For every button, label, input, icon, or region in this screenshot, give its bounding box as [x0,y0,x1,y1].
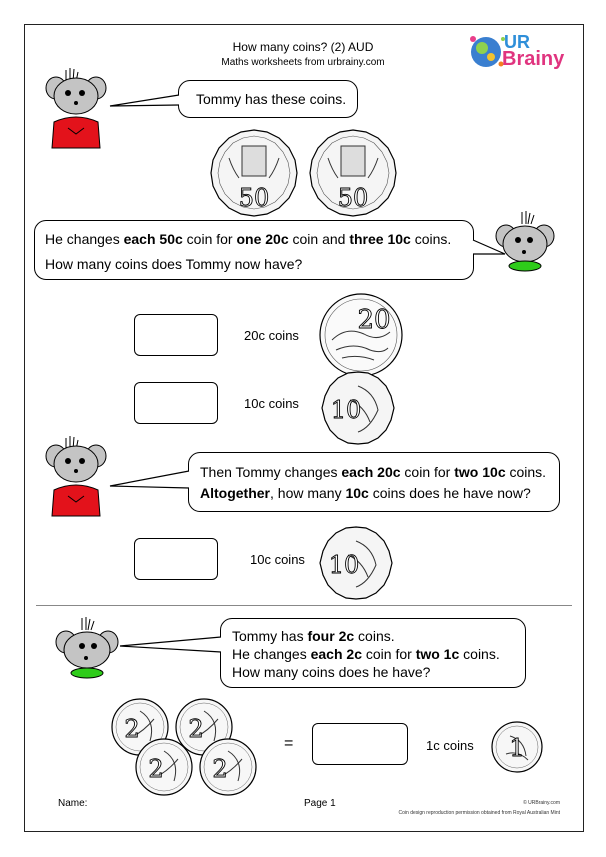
name-label: Name: [58,798,88,809]
question-3-line-3: How many coins does he have? [232,664,431,680]
copyright-text: © URBrainy.com [523,800,560,806]
bubble-tail-question-3 [120,636,222,656]
tommy-mouse-green-1 [494,210,556,276]
coin-credit-text: Coin design reproduction permission obtained from Royal Australian Mint [398,810,560,816]
label-10c-coins-total: 10c coins [250,552,305,567]
page-number: Page 1 [304,798,336,809]
answer-box-1c[interactable] [312,723,408,765]
coin-1 [490,720,544,779]
page-title: How many coins? (2) AUD [232,40,374,54]
question-2-line-2: Altogether, how many 10c coins does he have now? [200,485,531,501]
question-2-line-1: Then Tommy changes each 20c coin for two 10c coins. [200,464,547,480]
coin-10-a [320,370,396,451]
coin-2-b-value: 2 [188,715,204,743]
answer-box-10c-total[interactable] [134,538,218,580]
question-3-line-2: He changes each 2c coin for two 1c coins. [232,646,500,662]
question-1-line-2: How many coins does Tommy now have? [45,256,303,272]
question-1-line-1: He changes each 50c coin for one 20c coin and three 10c coins. [45,231,452,247]
coin-10-a-value: 10 [330,396,362,424]
page-border [24,24,584,832]
logo-text-bottom: Brainy [502,48,565,70]
label-10c-coins: 10c coins [244,396,299,411]
coin-10-b [318,525,394,606]
speech-bubble-question-3 [220,618,526,688]
coin-50-a [209,128,299,223]
coin-50-b-value: 50 [337,184,369,212]
label-1c-coins: 1c coins [426,738,474,753]
answer-box-20c[interactable] [134,314,218,356]
urbrainy-logo [468,30,568,74]
speech-bubble-question-2 [188,452,560,512]
coin-1-value: 1 [509,734,525,762]
coin-10-b-value: 10 [328,551,360,579]
speech-bubble-question-1 [34,220,474,280]
coin-2-d [198,737,258,802]
coin-50-b [308,128,398,223]
speech-bubble-intro [178,80,358,118]
intro-text: Tommy has these coins. [196,91,347,107]
label-20c-coins: 20c coins [244,328,299,343]
bubble-tail-question-2 [110,470,190,492]
section-divider [36,605,572,606]
logo-text-top: UR [504,32,530,52]
coin-2-a-value: 2 [124,715,140,743]
tommy-mouse-red-1 [44,66,108,148]
coin-2-d-value: 2 [212,755,228,783]
page-subtitle: Maths worksheets from urbrainy.com [221,57,385,68]
coin-20-value: 20 [357,305,391,335]
bubble-tail-intro [110,94,180,112]
coin-2-c [134,737,194,802]
tommy-mouse-red-2 [44,434,108,516]
answer-box-10c[interactable] [134,382,218,424]
tommy-mouse-green-2 [54,616,120,682]
question-3-line-1: Tommy has four 2c coins. [232,628,395,644]
coin-2-c-value: 2 [148,755,164,783]
equals-sign: = [284,735,294,752]
coin-50-a-value: 50 [238,184,270,212]
